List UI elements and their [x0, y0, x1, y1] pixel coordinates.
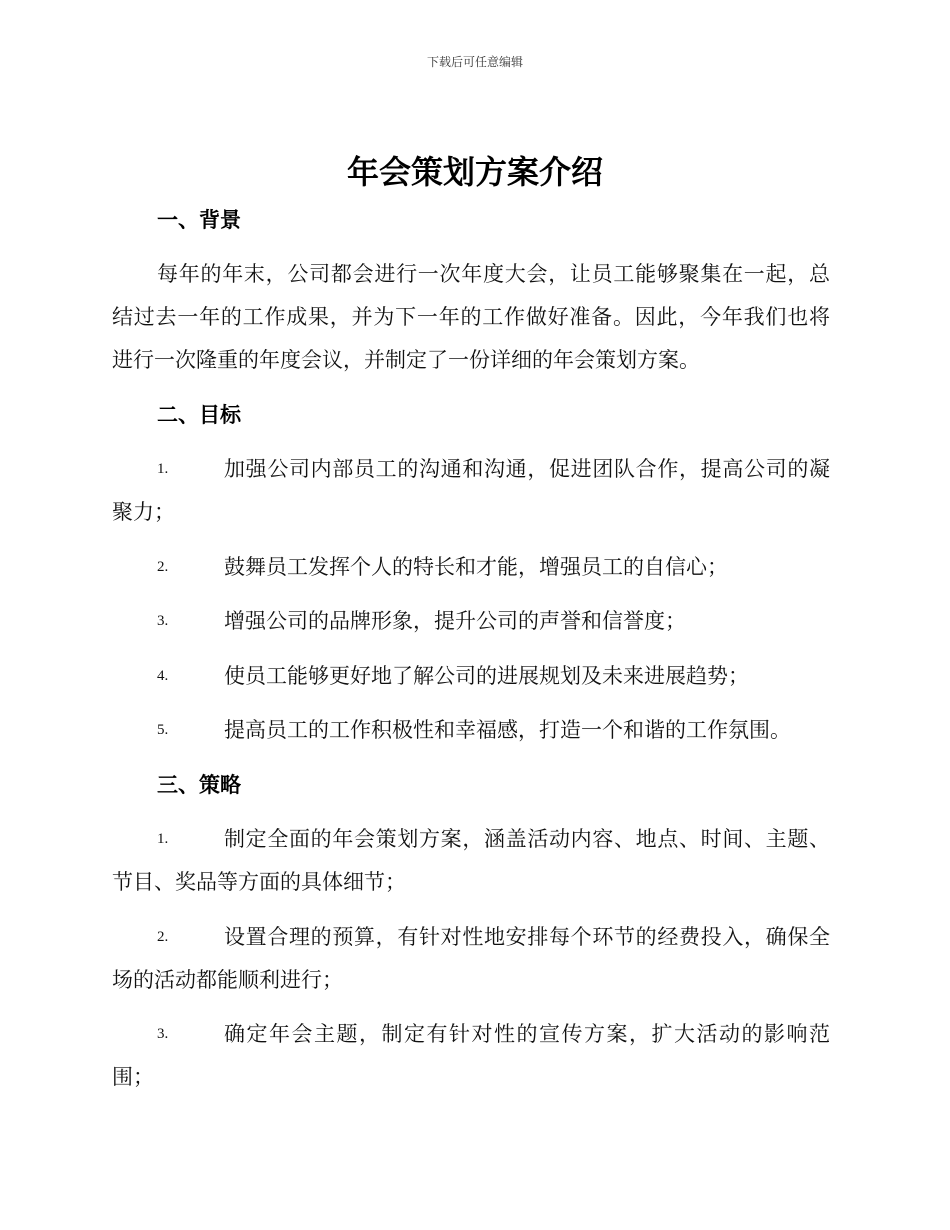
- list-number: 1.: [157, 461, 169, 477]
- paragraph-line: 每年的年末，公司都会进行一次年度大会，让员工能够聚集在一起，总: [157, 262, 830, 286]
- list-item-text: 节目、奖品等方面的具体细节；: [112, 870, 406, 894]
- list-number: 3.: [157, 1026, 169, 1042]
- section-heading-strategy: 三、策略: [157, 772, 241, 797]
- paragraph-line: 进行一次隆重的年度会议，并制定了一份详细的年会策划方案。: [112, 348, 700, 372]
- list-item-text: 增强公司的品牌形象，提升公司的声誉和信誉度；: [224, 609, 686, 633]
- strategy-item: [112, 1013, 830, 1099]
- list-item-text: 围；: [112, 1065, 154, 1089]
- goal-item: [112, 546, 830, 589]
- list-number: 1.: [157, 831, 169, 847]
- list-item-text: 提高员工的工作积极性和幸福感，打造一个和谐的工作氛围。: [224, 718, 791, 742]
- list-number: 5.: [157, 722, 169, 738]
- goal-item: [112, 448, 830, 534]
- header-note: 下载后可任意编辑: [426, 55, 523, 69]
- strategy-item: [112, 916, 830, 1002]
- section-heading-background: 一、背景: [157, 207, 241, 232]
- list-item-text: 聚力；: [112, 500, 175, 524]
- goal-item: [112, 709, 830, 752]
- list-number: 4.: [157, 667, 169, 684]
- document-body: [112, 199, 830, 1111]
- list-number: 2.: [157, 558, 169, 575]
- goal-item: [112, 655, 830, 698]
- list-item-text: 鼓舞员工发挥个人的特长和才能，增强员工的自信心；: [224, 554, 728, 579]
- list-item-text: 加强公司内部员工的沟通和沟通，促进团队合作，提高公司的凝: [224, 457, 830, 481]
- strategy-item: [112, 818, 830, 904]
- section-heading-goals: 二、目标: [157, 402, 241, 427]
- list-item-text: 确定年会主题，制定有针对性的宣传方案，扩大活动的影响范: [224, 1022, 830, 1046]
- list-item-text: 场的活动都能顺利进行；: [112, 967, 343, 992]
- list-item-text: 制定全面的年会策划方案，涵盖活动内容、地点、时间、主题、: [224, 827, 830, 851]
- list-number: 3.: [157, 613, 169, 629]
- background-paragraph: [112, 253, 830, 382]
- list-item-text: 设置合理的预算，有针对性地安排每个环节的经费投入，确保全: [224, 924, 830, 949]
- list-item-text: 使员工能够更好地了解公司的进展规划及未来进展趋势；: [224, 663, 749, 688]
- list-number: 2.: [157, 928, 169, 945]
- paragraph-line: 结过去一年的工作成果，并为下一年的工作做好准备。因此，今年我们也将: [112, 305, 830, 329]
- document-title: 年会策划方案介绍: [346, 153, 603, 191]
- goal-item: [112, 600, 830, 643]
